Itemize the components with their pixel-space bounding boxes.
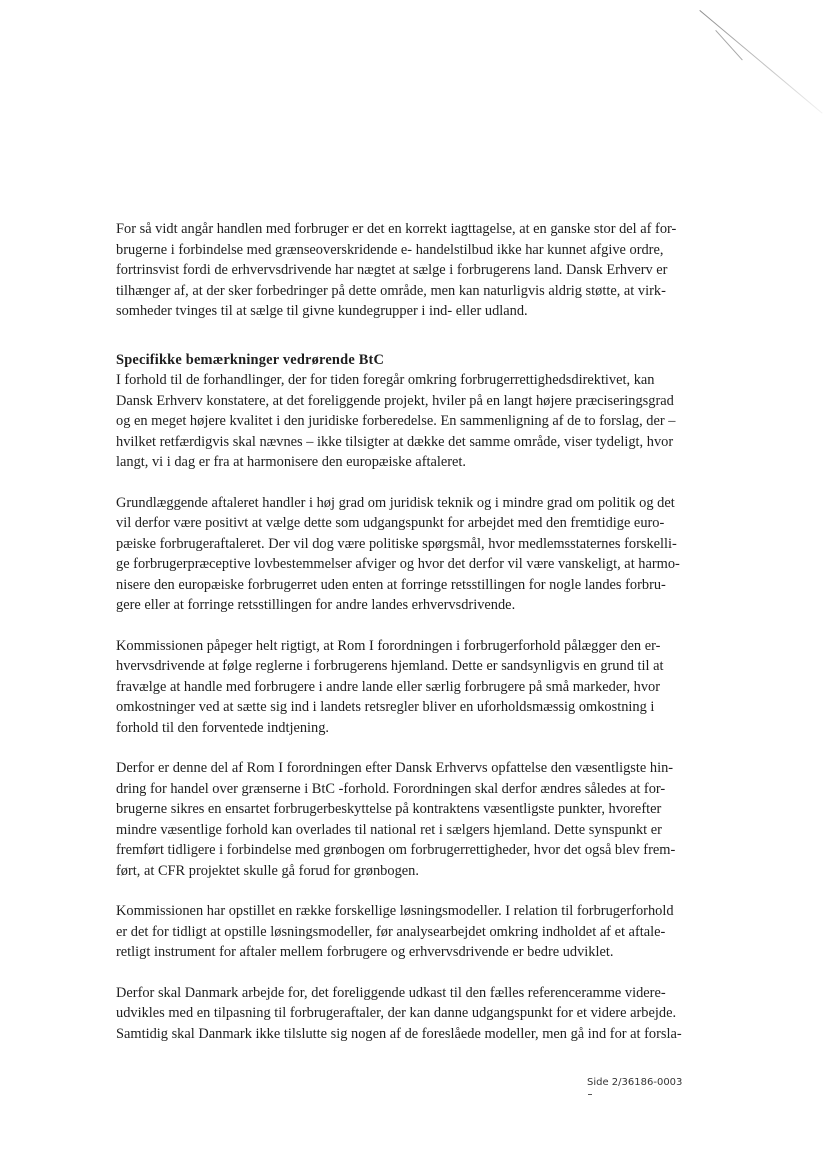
paragraph-4 [116,636,726,739]
paragraph-1 [116,219,726,322]
page-reference: Side 2/36186-0003 [587,1077,683,1088]
text-line: somheder tvinges til at sælge til givne kundegrupper i ind- eller udland. [116,303,528,319]
text-line: gere eller at forringe retsstillingen for andre landes erhvervsdrivende. [116,597,516,613]
document-body [116,219,726,1064]
text-line: dring for handel over grænserne i BtC -forhold. Forordningen skal derfor ændres således at for- [116,780,666,797]
text-line: Dansk Erhverv konstatere, at det foreliggende projekt, hviler på en langt højere præciseringsgrad [116,392,674,409]
text-line: Kommissionen har opstillet en række forskellige løsningsmodeller. I relation til forbrugerforhold [116,903,674,919]
text-line: omkostninger ved at sætte sig ind i landets retsregler bliver en uforholdsmæssig omkostning i [116,699,655,715]
text-line: er det for tidligt at opstille løsningsmodeller, før analysearbejdet omkring indholdet af et aftale- [116,923,666,940]
text-line: tilhænger af, at der sker forbedringer på dette område, men kan naturligvis aldrig støtte, at virk- [116,282,666,299]
paragraph-7 [116,983,726,1045]
text-line: fravælge at handle med forbrugere i andre lande eller særlig forbrugere på små markeder, hvor [116,678,661,695]
text-line: pæiske forbrugeraftaleret. Der vil dog være politiske spørgsmål, hvor medlemsstaternes forskelli- [116,535,677,552]
text-line: Derfor skal Danmark arbejde for, det foreliggende udkast til den fælles referenceramme videre- [116,984,666,1001]
scan-artifact-line [699,10,822,114]
text-line: hvervsdrivende at følge reglerne i forbrugerens hjemland. Dette er sandsynligvis en grund til at [116,658,664,674]
paragraph-5 [116,758,726,881]
text-line: brugerne sikres en ensartet forbrugerbeskyttelse på kontraktens væsentligste punkter, hvorefter [116,801,662,817]
paragraph-3 [116,493,726,616]
text-line: Derfor er denne del af Rom I forordningen efter Dansk Erhvervs opfattelse den væsentligste hin- [116,760,674,776]
text-line: langt, vi i dag er fra at harmonisere den europæiske aftaleret. [116,454,467,470]
text-line: og en meget højere kvalitet i den juridiske forberedelse. En sammenligning af de to forslag, der – [116,413,676,429]
text-line: For så vidt angår handlen med forbruger er det en korrekt iagttagelse, at en ganske stor del af for- [116,221,677,237]
section-btc [116,350,726,473]
text-line: fremført tidligere i forbindelse med grønbogen om forbrugerrettigheder, hvor det også blev frem- [116,842,676,858]
text-line: mindre væsentlige forhold kan overlades til national ret i sælgers hjemland. Dette synspunkt er [116,821,662,838]
text-line: forhold til den forventede indtjening. [116,719,330,736]
text-line: nisere den europæiske forbrugerret uden enten at forringe retsstillingen for nogle landes forbru- [116,576,666,593]
text-line: udvikles med en tilpasning til forbrugeraftaler, der kan danne udgangspunkt for et videre arbejde. [116,1005,677,1021]
text-line: Kommissionen påpeger helt rigtigt, at Rom I forordningen i forbrugerforhold pålægger den er- [116,637,661,654]
text-line: hvilket retfærdigvis skal nævnes – ikke tilsigter at dække det samme område, viser tydeligt, hvor [116,433,674,450]
section-heading: Specifikke bemærkninger vedrørende BtC [116,351,385,368]
text-line: fortrinsvist fordi de erhvervsdrivende har nægtet at sælge i forbrugerens land. Dansk Erhverv er [116,262,668,278]
paragraph-6 [116,901,726,963]
text-line: Samtidig skal Danmark ikke tilslutte sig nogen af de foreslåede modeller, men gå ind for at forsla- [116,1025,682,1042]
text-line: ge forbrugerpræceptive lovbestemmelser afviger og hvor det derfor vil være vanskeligt, at harmo- [116,556,680,572]
text-line: retligt instrument for aftaler mellem forbrugere og erhvervsdrivende er bedre udviklet. [116,944,614,960]
text-line: I forhold til de forhandlinger, der for tiden foregår omkring forbrugerrettighedsdirektivet, kan [116,372,655,388]
footer-tick-mark [588,1094,592,1095]
text-line: Grundlæggende aftaleret handler i høj grad om juridisk teknik og i mindre grad om politik og det [116,494,675,511]
text-line: brugerne i forbindelse med grænseoverskridende e- handelstilbud ikke har kunnet afgive ordre, [116,241,664,258]
text-line: vil derfor være positivt at vælge dette som udgangspunkt for arbejdet med den fremtidige euro- [116,515,665,531]
text-line: ført, at CFR projektet skulle gå forud for grønbogen. [116,862,419,879]
